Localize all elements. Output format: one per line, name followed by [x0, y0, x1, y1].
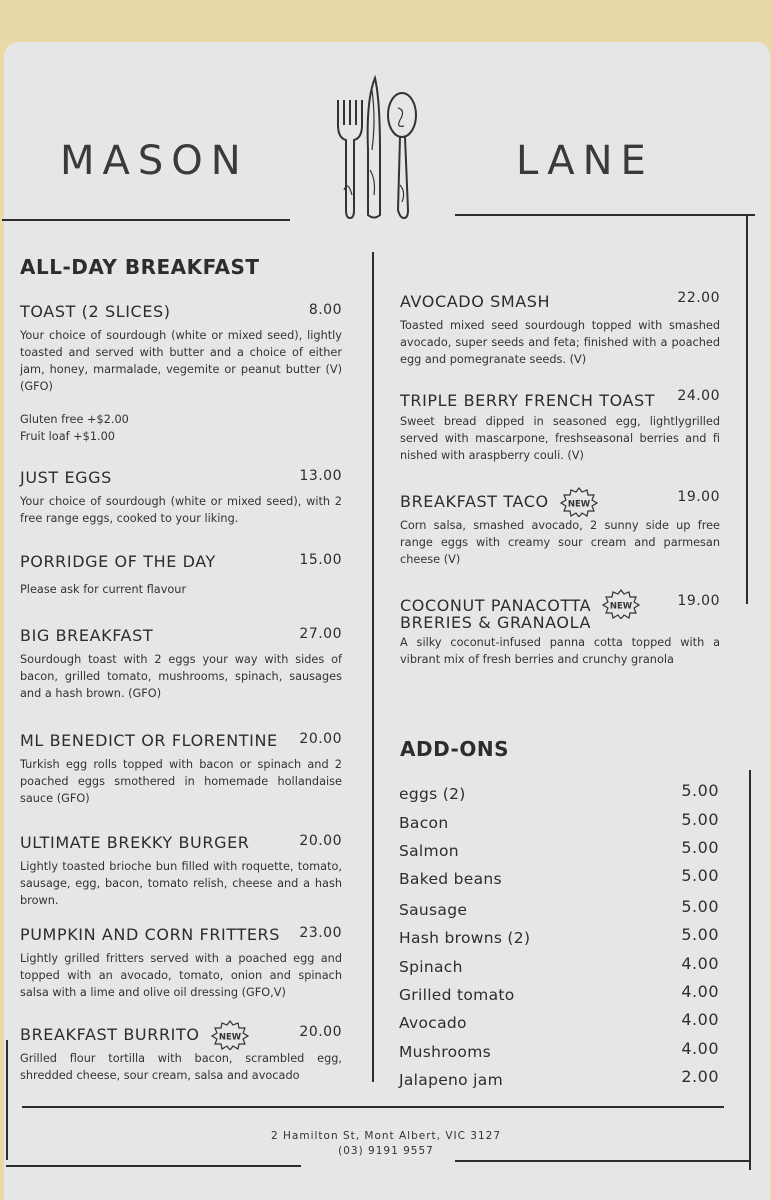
item-description: Sweet bread dipped in seasoned egg, lightlygrilled served with mascarpone, freshseasonal berries and fi nished with araspberry couli. (V) [400, 415, 720, 462]
right-border [746, 214, 748, 604]
item-extra: Gluten free +$2.00 [20, 413, 129, 426]
item-description: Please ask for current flavour [20, 583, 187, 596]
addon-price: 5.00 [681, 866, 719, 885]
item-name: PUMPKIN AND CORN FRITTERS [20, 925, 281, 944]
addon-name: Baked beans [399, 870, 502, 888]
item-price: 20.00 [299, 731, 342, 747]
addon-row [399, 838, 719, 869]
item-description: Toasted mixed seed sourdough topped with smashed avocado, super seeds and feta; finished with a poached egg and pomegranate seeds. (V) [400, 319, 720, 366]
item-name: BREAKFAST TACO [400, 491, 549, 511]
addon-row [399, 982, 719, 1013]
addon-price: 5.00 [681, 810, 719, 829]
item-price: 27.00 [299, 626, 342, 642]
item-name: BIG BREAKFAST [20, 626, 154, 645]
addon-price: 5.00 [681, 925, 719, 944]
brand-word-left: MASON [60, 138, 249, 184]
item-description: Your choice of sourdough (white or mixed seed), with 2 free range eggs, cooked to your liking. [20, 495, 342, 525]
menu-item [400, 593, 720, 668]
section-title-breakfast: ALL-DAY BREAKFAST [20, 255, 260, 279]
menu-item [20, 552, 342, 598]
menu-item [20, 1020, 342, 1084]
addon-price: 5.00 [681, 781, 719, 800]
item-price: 19.00 [677, 489, 720, 505]
addon-name: Salmon [399, 842, 459, 860]
header-divider-right [455, 214, 755, 216]
item-name: BREAKFAST BURRITO [20, 1024, 200, 1044]
item-name: TRIPLE BERRY FRENCH TOAST [400, 391, 656, 410]
addon-name: Spinach [399, 958, 463, 976]
menu-item [20, 626, 342, 702]
addon-name: Hash browns (2) [399, 929, 531, 947]
item-price: 24.00 [677, 388, 720, 404]
item-description: Lightly toasted brioche bun filled with roquette, tomato, sausage, egg, bacon, tomato relish, cheese and a hash brown. [20, 860, 342, 907]
item-price: 22.00 [677, 290, 720, 306]
brand-word-right: LANE [516, 138, 654, 184]
item-description: Lightly grilled fritters served with a poached egg and topped with an avocado, tomato, onion and spinach salsa with a lime and olive oil dressing (GFO,V) [20, 952, 342, 999]
footer-phone: (03) 9191 9557 [338, 1145, 434, 1157]
cutlery-icon [330, 70, 420, 225]
addon-price: 5.00 [681, 838, 719, 857]
item-name: ULTIMATE BREKKY BURGER [20, 833, 250, 852]
item-price: 13.00 [299, 468, 342, 484]
footer-divider-right [455, 1160, 751, 1162]
item-price: 23.00 [299, 925, 342, 941]
menu-item [20, 833, 342, 909]
menu-item [20, 302, 342, 445]
item-price: 8.00 [308, 302, 342, 318]
addon-row [399, 866, 719, 897]
item-name: COCONUT PANACOTTA [400, 595, 592, 615]
item-extra: Fruit loaf +$1.00 [20, 430, 115, 443]
new-badge-icon [211, 1020, 249, 1050]
item-name: JUST EGGS [20, 468, 112, 487]
addon-price: 4.00 [681, 1039, 719, 1058]
menu-item [400, 292, 720, 368]
badge-label: NEW [610, 601, 633, 612]
footer-address: 2 Hamilton St, Mont Albert, VIC 3127 [271, 1130, 501, 1142]
menu-item [20, 731, 342, 807]
left-border-lower [6, 1040, 8, 1160]
addon-price: 4.00 [681, 954, 719, 973]
menu-item [20, 468, 342, 527]
badge-label: NEW [218, 1032, 241, 1043]
item-price: 20.00 [299, 1024, 342, 1040]
item-description: A silky coconut-infused panna cotta topped with a vibrant mix of fresh berries and crunchy granola [400, 636, 720, 666]
item-name: PORRIDGE OF THE DAY [20, 552, 216, 571]
addon-price: 2.00 [681, 1067, 719, 1086]
item-description: Sourdough toast with 2 eggs your way with sides of bacon, grilled tomato, mushrooms, spinach, sausages and a hash brown. (GFO) [20, 653, 342, 700]
addon-row [399, 1067, 719, 1098]
addon-row [399, 1010, 719, 1041]
item-description: Corn salsa, smashed avocado, 2 sunny side up free range eggs with creamy sour cream and parmesan cheese (V) [400, 519, 720, 566]
right-border-lower [749, 770, 751, 1170]
footer-divider-left [6, 1165, 301, 1167]
addon-row [399, 897, 719, 928]
badge-label: NEW [567, 499, 590, 510]
item-name: ML BENEDICT OR FLORENTINE [20, 731, 278, 750]
new-badge-icon [602, 589, 640, 619]
item-name-line2: BRERIES & GRANAOLA [400, 613, 592, 632]
addon-name: Mushrooms [399, 1043, 491, 1061]
addon-name: Sausage [399, 901, 468, 919]
item-name: AVOCADO SMASH [400, 292, 551, 311]
item-price: 15.00 [299, 552, 342, 568]
addon-row [399, 1039, 719, 1070]
addon-row [399, 925, 719, 956]
column-divider [372, 252, 374, 1082]
addon-price: 4.00 [681, 982, 719, 1001]
menu-item [400, 388, 720, 464]
addon-name: Bacon [399, 814, 449, 832]
item-description: Your choice of sourdough (white or mixed seed), lightly toasted and served with butter and a choice of either jam, honey, marmalade, vegemite or peanut butter (V)(GFO) [20, 329, 342, 393]
addon-name: Jalapeno jam [399, 1071, 503, 1089]
addon-row [399, 954, 719, 985]
item-price: 19.00 [677, 593, 720, 609]
item-name: TOAST (2 SLICES) [20, 302, 171, 321]
addon-row [399, 810, 719, 841]
addon-price: 4.00 [681, 1010, 719, 1029]
menu-item [400, 487, 720, 568]
addon-name: eggs (2) [399, 785, 466, 803]
addon-price: 5.00 [681, 897, 719, 916]
item-description: Grilled flour tortilla with bacon, scrambled egg, shredded cheese, sour cream, salsa and avocado [20, 1052, 342, 1082]
addon-name: Avocado [399, 1014, 467, 1032]
footer-divider-top [22, 1106, 724, 1108]
header-divider-left [2, 219, 290, 221]
new-badge-icon [560, 487, 598, 517]
item-description: Turkish egg rolls topped with bacon or spinach and 2 poached eggs smothered in homemade hollandaise sauce (GFO) [20, 758, 342, 805]
menu-item [20, 925, 342, 1001]
addon-row [399, 781, 719, 812]
item-price: 20.00 [299, 833, 342, 849]
addon-name: Grilled tomato [399, 986, 515, 1004]
section-title-addons: ADD-ONS [400, 737, 509, 761]
